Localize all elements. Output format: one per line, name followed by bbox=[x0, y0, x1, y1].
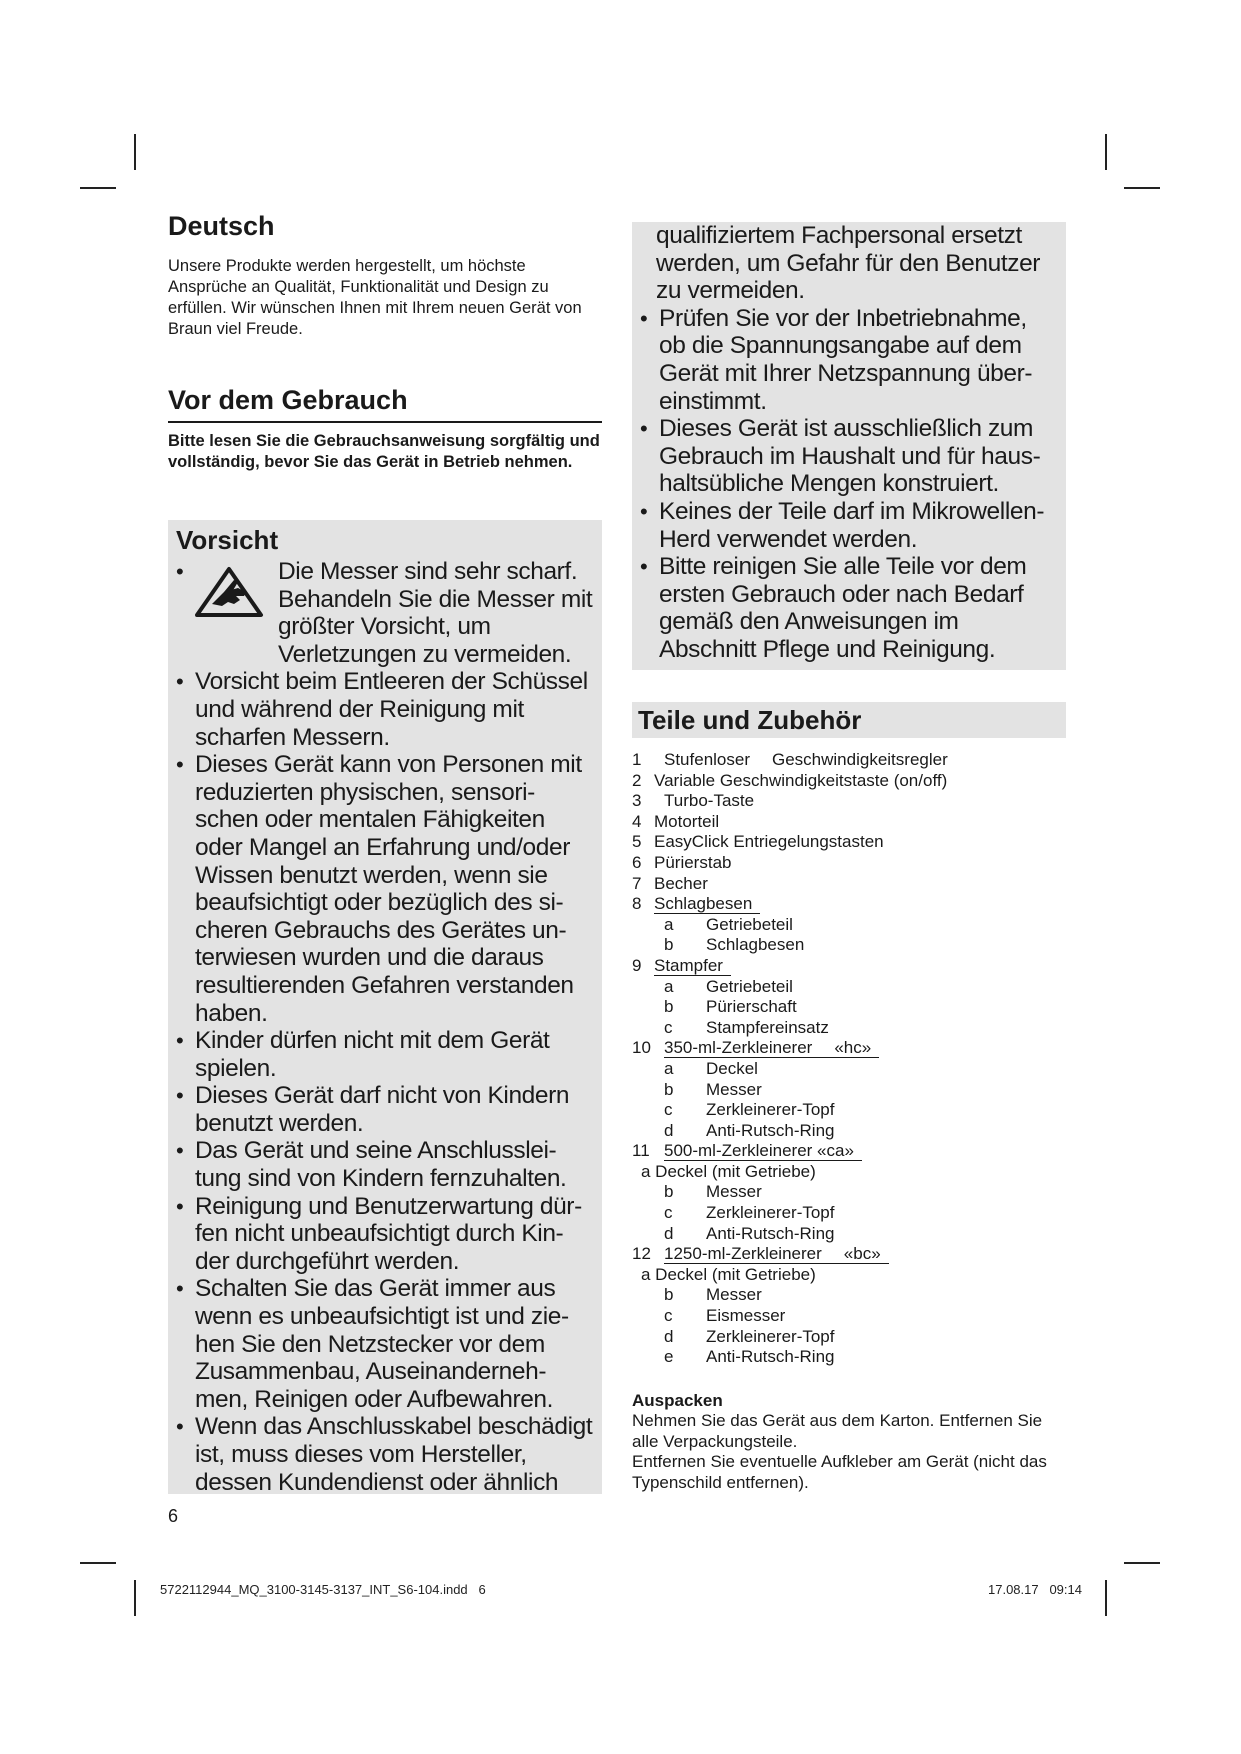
parts-row bbox=[632, 1059, 1066, 1080]
part-label: Motorteil bbox=[654, 811, 720, 831]
part-sub-letter: b bbox=[664, 935, 674, 955]
bullet: • bbox=[640, 554, 648, 580]
list-item bbox=[176, 1193, 594, 1276]
parts-row bbox=[632, 1285, 1066, 1306]
part-label: Deckel bbox=[706, 1058, 758, 1078]
part-label: 1250-ml-Zerkleinerer bbox=[664, 1244, 822, 1264]
part-label: Messer bbox=[706, 1285, 762, 1305]
part-label: Anti-Rutsch-Ring bbox=[706, 1120, 835, 1140]
parts-row bbox=[632, 1080, 1066, 1101]
parts-row bbox=[632, 894, 1066, 915]
part-label: Turbo-Taste bbox=[664, 791, 755, 811]
language-heading: Deutsch bbox=[168, 211, 275, 241]
part-label-underline bbox=[664, 1038, 879, 1058]
bullet: • bbox=[640, 305, 648, 331]
part-label: Stufenloser bbox=[664, 750, 750, 769]
parts-row bbox=[632, 1141, 1066, 1162]
part-label: Schlagbesen bbox=[654, 894, 753, 914]
list-item bbox=[176, 558, 594, 668]
list-item bbox=[640, 498, 1058, 553]
warning-icon-wrap bbox=[176, 558, 278, 668]
parts-row bbox=[632, 977, 1066, 998]
part-label: Becher bbox=[654, 873, 708, 893]
unpacking-section bbox=[632, 1390, 1066, 1493]
part-label: Eismesser bbox=[706, 1306, 786, 1326]
caution-title: Vorsicht bbox=[176, 525, 279, 555]
part-label: Pürierstab bbox=[654, 852, 732, 872]
parts-row bbox=[632, 1306, 1066, 1327]
bullet: • bbox=[176, 1276, 184, 1302]
parts-row bbox=[632, 750, 1066, 771]
parts-row bbox=[632, 1327, 1066, 1348]
parts-row bbox=[632, 832, 1066, 853]
parts-row bbox=[632, 874, 1066, 895]
parts-row bbox=[632, 1265, 1066, 1286]
part-label-secondary: Geschwindigkeitsregler bbox=[772, 750, 948, 769]
hand-blade-warning-icon bbox=[194, 566, 264, 618]
part-sub-letter: e bbox=[664, 1347, 674, 1367]
crop-mark bbox=[134, 134, 136, 170]
part-label: EasyClick Entriegelungstasten bbox=[654, 832, 884, 852]
parts-row bbox=[632, 1347, 1066, 1368]
part-sub-letter: d bbox=[664, 1120, 674, 1140]
page-number: 6 bbox=[168, 1506, 179, 1526]
part-number: 1 bbox=[632, 750, 642, 769]
caution-list-continued bbox=[640, 305, 1058, 664]
part-sub-letter: d bbox=[664, 1326, 674, 1346]
list-item bbox=[176, 1082, 594, 1137]
parts-list bbox=[632, 750, 1066, 1368]
part-label: Anti-Rutsch-Ring bbox=[706, 1347, 835, 1367]
part-label: Pürierschaft bbox=[706, 997, 797, 1017]
part-number: 3 bbox=[632, 791, 642, 811]
part-label-underline bbox=[664, 1244, 889, 1264]
part-number: 4 bbox=[632, 811, 642, 831]
part-number: 12 bbox=[632, 1244, 651, 1264]
parts-row bbox=[632, 812, 1066, 833]
part-label-underline bbox=[654, 894, 760, 914]
part-label: Getriebeteil bbox=[706, 976, 793, 996]
caution-text: Bitte reinigen Sie alle Teile vor dem ersten Gebrauch oder nach Bedarf gemäß den Anweisungen im Abschnitt Pflege und Reinigung. bbox=[659, 553, 1027, 663]
caution-text: Kinder dürfen nicht mit dem Gerät spielen. bbox=[195, 1027, 550, 1082]
footer-filename: 5722112944_MQ_3100-3145-3137_INT_S6-104.indd 6 bbox=[160, 1582, 486, 1597]
part-label: a Deckel (mit Getriebe) bbox=[641, 1264, 816, 1284]
parts-row bbox=[632, 1162, 1066, 1183]
bullet: • bbox=[176, 1083, 184, 1109]
part-label: Messer bbox=[706, 1079, 762, 1099]
footer-date: 17.08.17 09:14 bbox=[988, 1582, 1082, 1597]
part-label: Zerkleinerer-Topf bbox=[706, 1326, 835, 1346]
part-sub-letter: b bbox=[664, 1285, 674, 1305]
parts-row bbox=[632, 791, 1066, 812]
left-column bbox=[168, 210, 602, 473]
part-label-secondary: «bc» bbox=[843, 1244, 881, 1264]
parts-row bbox=[632, 956, 1066, 977]
part-label: Getriebeteil bbox=[706, 914, 793, 934]
part-number: 9 bbox=[632, 955, 642, 975]
list-item bbox=[176, 1137, 594, 1192]
bullet: • bbox=[640, 416, 648, 442]
list-item bbox=[640, 553, 1058, 663]
caution-first-text: Die Messer sind sehr scharf. Behandeln Sie die Messer mit größter Vorsicht, um Verletzungen zu vermeiden. bbox=[278, 558, 593, 668]
bullet: • bbox=[176, 1028, 184, 1054]
part-sub-letter: b bbox=[664, 997, 674, 1017]
parts-row bbox=[632, 1244, 1066, 1265]
part-sub-letter: c bbox=[664, 1203, 673, 1223]
bullet: • bbox=[176, 1414, 184, 1440]
list-item bbox=[176, 751, 594, 1027]
part-label-underline bbox=[654, 956, 731, 976]
list-item bbox=[640, 415, 1058, 498]
bullet: • bbox=[176, 669, 184, 695]
caution-text: Vorsicht beim Entleeren der Schüssel und während der Reinigung mit scharfen Messern. bbox=[195, 668, 588, 751]
caution-continuation-text: qualifiziertem Fachpersonal ersetzt werden, um Gefahr für den Benutzer zu vermeiden. bbox=[656, 222, 1041, 305]
parts-row bbox=[632, 1038, 1066, 1059]
part-number: 5 bbox=[632, 832, 642, 852]
unpacking-text: Nehmen Sie das Gerät aus dem Karton. Entfernen Sie alle Verpackungsteile. bbox=[632, 1411, 1043, 1451]
part-label: 500-ml-Zerkleinerer «ca» bbox=[664, 1141, 854, 1161]
read-instructions-note: Bitte lesen Sie die Gebrauchsanweisung sorgfältig und vollständig, bevor Sie das Gerät in Betrieb nehmen. bbox=[168, 431, 600, 471]
unpacking-title: Auspacken bbox=[632, 1391, 723, 1410]
crop-mark bbox=[80, 187, 116, 189]
crop-mark bbox=[1105, 1580, 1107, 1616]
part-label: Schlagbesen bbox=[706, 935, 805, 955]
crop-mark bbox=[1105, 134, 1107, 170]
list-item bbox=[176, 1027, 594, 1082]
part-sub-letter: a bbox=[664, 976, 674, 996]
part-label: Zerkleinerer-Topf bbox=[706, 1100, 835, 1120]
caution-text: Schalten Sie das Gerät immer aus wenn es unbeaufsichtigt ist und zie-hen Sie den Netzstecker vor dem Zusammenbau, Auseinanderneh-men, Reinigen oder Aufbewahren. bbox=[195, 1275, 569, 1413]
part-number: 7 bbox=[632, 873, 642, 893]
part-number: 8 bbox=[632, 894, 642, 914]
part-number: 6 bbox=[632, 852, 642, 872]
caution-text: Prüfen Sie vor der Inbetriebnahme, ob die Spannungsangabe auf dem Gerät mit Ihrer Netzspannung über-einstimmt. bbox=[659, 304, 1033, 415]
parts-row bbox=[632, 1018, 1066, 1039]
part-sub-letter: a bbox=[664, 914, 674, 934]
part-label-secondary: «hc» bbox=[834, 1038, 872, 1058]
parts-row bbox=[632, 1100, 1066, 1121]
parts-row bbox=[632, 1203, 1066, 1224]
part-label: Anti-Rutsch-Ring bbox=[706, 1223, 835, 1243]
caution-text: Keines der Teile darf im Mikrowellen-Herd verwendet werden. bbox=[659, 497, 1045, 553]
part-sub-letter: c bbox=[664, 1017, 673, 1037]
parts-header bbox=[632, 702, 1066, 738]
parts-title: Teile und Zubehör bbox=[638, 705, 862, 735]
parts-row bbox=[632, 1182, 1066, 1203]
caution-text: Dieses Gerät ist ausschließlich zum Gebrauch im Haushalt und für haus-haltsübliche Mengen konstruiert. bbox=[659, 415, 1041, 498]
part-sub-letter: c bbox=[664, 1100, 673, 1120]
list-item bbox=[640, 305, 1058, 415]
part-label: Stampfereinsatz bbox=[706, 1017, 829, 1037]
crop-mark bbox=[80, 1562, 116, 1564]
part-label: Variable Geschwindigkeitstaste (on/off) bbox=[654, 770, 948, 790]
parts-row bbox=[632, 997, 1066, 1018]
section-title-before-use: Vor dem Gebrauch bbox=[168, 384, 602, 422]
crop-mark bbox=[1124, 1562, 1160, 1564]
parts-row bbox=[632, 1121, 1066, 1142]
list-item bbox=[176, 668, 594, 751]
caution-text: Reinigung und Benutzerwartung dür-fen nicht unbeaufsichtigt durch Kin-der durchgeführt werden. bbox=[195, 1192, 582, 1275]
part-sub-letter: b bbox=[664, 1182, 674, 1202]
part-label: 350-ml-Zerkleinerer bbox=[664, 1038, 813, 1058]
caution-continuation-box bbox=[632, 222, 1066, 670]
bullet: • bbox=[176, 1138, 184, 1164]
bullet: • bbox=[176, 559, 184, 584]
part-sub-letter: b bbox=[664, 1079, 674, 1099]
crop-mark bbox=[134, 1580, 136, 1616]
caution-box bbox=[168, 520, 602, 1494]
unpacking-text: Entfernen Sie eventuelle Aufkleber am Gerät (nicht das Typenschild entfernen). bbox=[632, 1452, 1047, 1492]
crop-mark bbox=[1124, 187, 1160, 189]
part-label: Stampfer bbox=[654, 955, 723, 975]
caution-text: Das Gerät und seine Anschlusslei-tung sind von Kindern fernzuhalten. bbox=[195, 1137, 567, 1193]
bullet: • bbox=[176, 1193, 184, 1219]
parts-row bbox=[632, 771, 1066, 792]
list-item bbox=[176, 1413, 594, 1496]
parts-row bbox=[632, 853, 1066, 874]
part-label: a Deckel (mit Getriebe) bbox=[641, 1161, 816, 1181]
intro-text: Unsere Produkte werden hergestellt, um höchste Ansprüche an Qualität, Funktionalität und Design zu erfüllen. Wir wünschen Ihnen mit Ihrem neuen Gerät von Braun viel Freude. bbox=[168, 257, 582, 339]
part-number: 2 bbox=[632, 770, 642, 790]
part-sub-letter: c bbox=[664, 1306, 673, 1326]
part-label: Zerkleinerer-Topf bbox=[706, 1203, 835, 1223]
part-number: 10 bbox=[632, 1038, 651, 1058]
caution-text: Wenn das Anschlusskabel beschädigt ist, muss dieses vom Hersteller, dessen Kundendienst oder ähnlich bbox=[195, 1413, 593, 1496]
part-label-underline bbox=[664, 1141, 862, 1161]
part-number: 11 bbox=[632, 1141, 650, 1161]
list-item bbox=[176, 1275, 594, 1413]
caution-list bbox=[176, 558, 594, 1496]
bullet: • bbox=[640, 498, 648, 524]
part-sub-letter: d bbox=[664, 1223, 674, 1243]
bullet: • bbox=[176, 752, 184, 778]
parts-row bbox=[632, 1224, 1066, 1245]
part-label: Messer bbox=[706, 1182, 762, 1202]
caution-text: Dieses Gerät kann von Personen mit reduzierten physischen, sensori-schen oder mentalen Fähigkeiten oder Mangel an Erfahrung und/oder Wissen benutzt werden, wenn sie beaufsichtigt oder bezüglich des si-cheren Gebrauchs des Gerätes un-terwiesen wurden und die daraus resultierenden Gefahren verstanden haben. bbox=[195, 751, 582, 1027]
parts-row bbox=[632, 915, 1066, 936]
parts-row bbox=[632, 935, 1066, 956]
caution-text: Dieses Gerät darf nicht von Kindern benutzt werden. bbox=[195, 1082, 570, 1137]
part-sub-letter: a bbox=[664, 1058, 674, 1078]
